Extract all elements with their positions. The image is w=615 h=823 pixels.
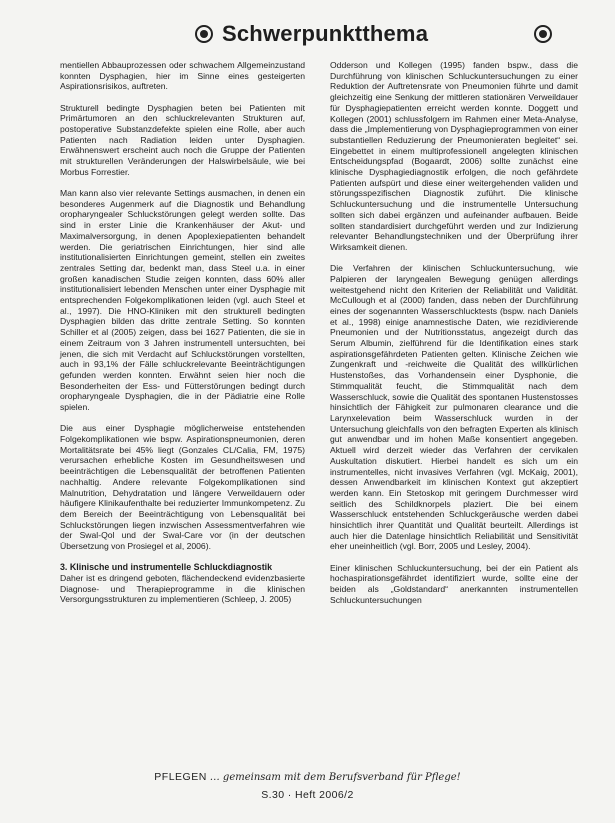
paragraph: Strukturell bedingte Dysphagien beten bei Patienten mit Primärtumoren an den schluckrelevanten Strukturen auf, postoperative Substanzdefekte spielen eine Rolle, aber auch Patienten nach Radiation leiden unter Dysphagien. Erwähnenswert erscheint auch noch die Gruppe der Patienten mit strukturellen Veränderungen der Halswirbelsäule, wie bei Morbus Forrestier. bbox=[60, 102, 305, 177]
page-number: S.30 · Heft 2006/2 bbox=[261, 789, 354, 801]
footer-brand: PFLEGEN bbox=[154, 771, 207, 783]
paragraph: Daher ist es dringend geboten, flächendeckend evidenzbasierte Diagnose- und Therapieprogramme in die klinischen Versorgungsstrukturen zu implementieren (Schleep, J. 2005) bbox=[60, 572, 305, 605]
paragraph: Die aus einer Dysphagie möglicherweise entstehenden Folgekomplikationen wie bspw. Aspirationspneumonien, deren Mortalitätsrate bei 45% liegt (Gonzales CL/Calia, FM, 1975) verursachen erhebliche Kosten im Gesundheitswesen und beeinträchtigen die Lebensqualität der betroffenen Patienten nachhaltig. Andere relevante Folgekomplikationen sind Malnutrition, Dehydratation und längere Verweildauern oder häufigere Klinikaufenthalte bei reduzierter Immunkompetenz. Zu dem Bereich der Beeinträchtigung von Lebensqualität bei Schluckstörungen liegen inzwischen Assessmentverfahren wie der Swal-Qol und der Swal-Care vor (in der deutschen Übersetzung von Prosiegel et al, 2006). bbox=[60, 423, 305, 552]
section-title: Schwerpunktthema bbox=[222, 21, 429, 46]
paragraph: Man kann also vier relevante Settings ausmachen, in denen ein besonderes Augenmerk auf die Diagnostik und Behandlung oropharyngealer Schluckstörungen gelegt werden sollte. Das sind in erster Linie die Krankenhäuser der Akut- und Maximalversorgung, in denen Apoplexiepatienten behandelt werden. Die geriatrischen Einrichtungen, hier sind alle institutionalisierten Einrichtungen gemeint, stellen ein zweites zentrales Setting dar, bedenkt man, dass Steel u.a. in einer großen kanadischen Studie zeigen konnten, dass 60% aller institutionalisiert lebenden Menschen unter einer Dysphagie mit entsprechenden Folgekomplikationen leiden (vgl. auch Steel et al., 1997). Die HNO-Kliniken mit den strukturell bedingten Dysphagien bilden das dritte zentrale Setting. So konnten Schiller et al (2005) zeigen, dass bei 1627 Patienten, die sie in einem Zeitraum von 3 Jahren instrumentell untersuchten, bei jenen, die sich mit Verdacht auf Schluckstörungen vorstellten, auch in 93,1% der Fälle schluckrelevante Beeinträchtigungen gefunden werden konnten. Erwähnt seien hier noch die Besonderheiten der Ess- und Fütterstörungen bedingt durch oropharyngeale Dysphagien, die in der Pädiatrie eine Rolle spielen. bbox=[60, 188, 305, 413]
page-header bbox=[0, 22, 615, 50]
left-column bbox=[60, 60, 305, 616]
right-column bbox=[330, 60, 578, 616]
footer-slogan-text: … gemeinsam mit dem Berufsverband für Pflege! bbox=[209, 772, 461, 783]
paragraph: Einer klinischen Schluckuntersuchung, bei der ein Patient als hochaspirationsgefährdet identifiziert wurde, sollte eine der beiden als „Goldstandard“ anerkannten instrumentellen Schluckuntersuchungen bbox=[330, 562, 578, 605]
paragraph: Die Verfahren der klinischen Schluckuntersuchung, wie Palpieren der laryngealen Bewegung genügen allerdings weitestgehend nicht den Kriterien der Reliabilität und Validität. McCullough et al (2000) fanden, dass neben der Durchführung eines der sogenannten Wasserschlucktests (bspw. nach Daniels et al., 1998) einige anamnestische Daten, wie rezidivierende Pneumonien und der Nutritionsstatus, angezeigt durch das Serum Albumin, zielführend für die Identifikation eines stark aspirationsgefährdeten Patienten gelten. Klinische Zeichen wie Zungenkraft und -reichweite die Qualität des willkürlichen Hustenstoßes, das Vorhandensein einer Dysphonie, die Stimmqualität feucht, die Stimmqualität nach dem Wasserschluck, sowie die Qualität des spontanen Hustenstosses hinsichtlich der Fähigkeit zur pulmonaren clearance und die Larynxelevation beim Wasserschluck wurden in der Untersuchung gleichfalls von den befragten Experten als klinisch gut anwendbar und im hohen Maße konsentiert angegeben. Aktuell wird derzeit wieder das Verfahren der cervikalen Auskultation diskutiert. Hierbei handelt es sich um ein instrumentelles, nicht invasives Verfahren (vgl. McKaig, 2001), dessen Anwendbarkeit im klinischen Kontext gut akzeptiert werden kann. Ein Stetoskop mit geringem Durchmesser wird seitlich des Schildknorpels plaziert. Die bei einem Wasserschluck entstehenden Schluckgeräusche werden dabei hinsichtlich ihrer Quantität und Qualität beurteilt. Allerdings ist auch hier die Datenlage hinsichtlich Reliabilität und Sensitivität eher uneinheitlich (vgl. Borr, 2005 und Lesley, 2004). bbox=[330, 263, 578, 552]
target-icon bbox=[534, 25, 552, 43]
paragraph: Odderson und Kollegen (1995) fanden bspw., dass die Durchführung von klinischen Schluckuntersuchungen zu einer Reduktion der Auftretensrate von Pneumonien führte und damit gleichzeitig eine Senkung der mittleren stationären Verweildauer für Dysphagiepatienten erreicht werden konnte. Doggett und Kollegen (2001) schlussfolgern im Rahmen einer Meta-Analyse, dass die „Implementierung von Dysphagieprogrammen von einer substantiellen Reduzierung der Pneumonieraten begleitet“ sei. Eingebettet in einem multiprofessionell angelegten klinischen Entscheidungspfad (Bogaardt, 2006) sollte zunächst eine klinische Dysphagiediagnostik erfolgen, die noch gefährdete Patienten aufspürt und diese einer weitergehenden validen und störungsspezifischen Diagnostik zuführt. Die klinische Schluckuntersuchung und die instrumentelle Untersuchung sollten sich dabei ergänzen und aufeinander aufbauen. Beide sollten standardisiert durchgeführt werden und zur Indizierung relevanter Behandlungstechniken und der Überprüfung ihrer Wirksamkeit dienen. bbox=[330, 60, 578, 252]
section-heading: 3. Klinische und instrumentelle Schluckdiagnostik bbox=[60, 562, 273, 573]
footer-slogan bbox=[0, 771, 615, 783]
paragraph: mentiellen Abbauprozessen oder schwachem Allgemeinzustand konnten Dysphagien, hier im Sinne eines gesteigerten Aspirationsrisikos, auftreten. bbox=[60, 60, 305, 92]
target-icon bbox=[195, 25, 213, 43]
